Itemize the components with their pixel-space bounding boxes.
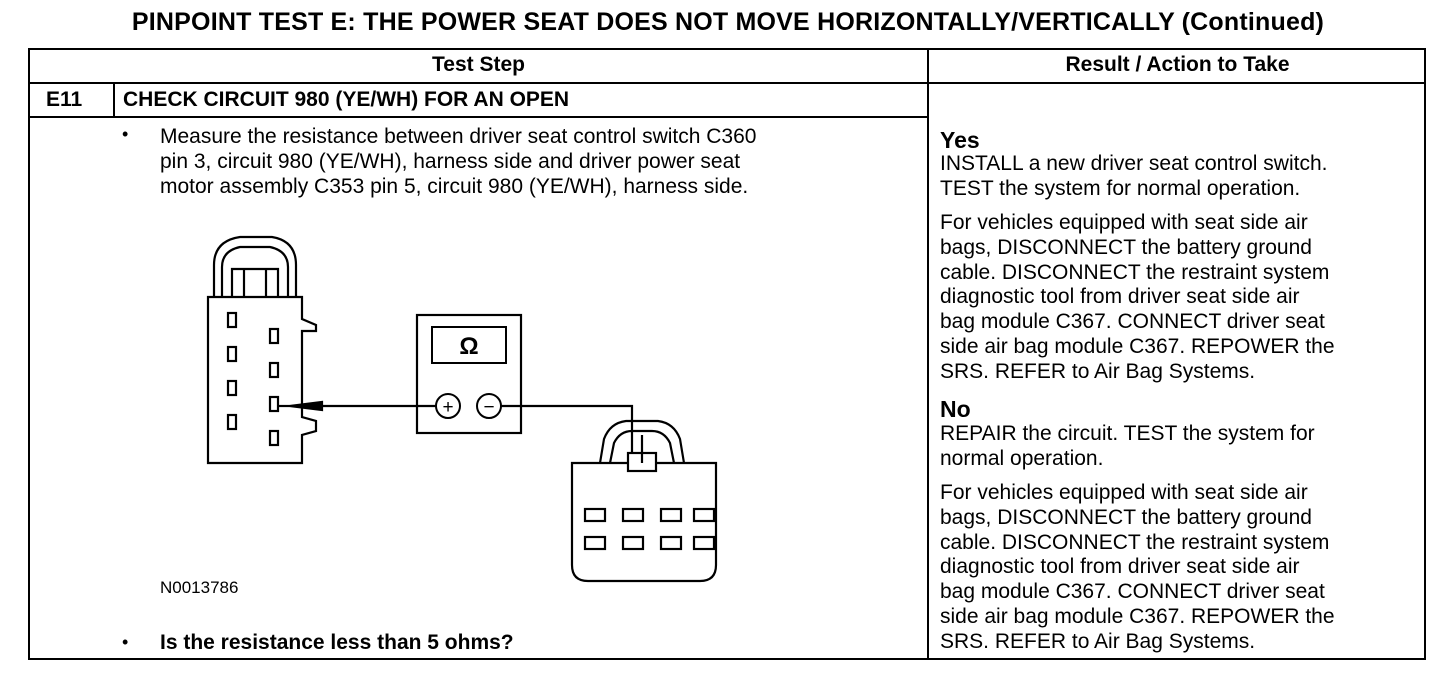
no-label: No (940, 396, 971, 422)
step-title-divider (28, 116, 928, 118)
yes-label: Yes (940, 127, 980, 153)
instruction-bullet: • (122, 124, 129, 144)
question-bullet: • (122, 632, 129, 652)
yes-note: For vehicles equipped with seat side air bags, DISCONNECT the battery ground cable. DISCONNECT the restraint system diagnostic tool from driver seat side air bag module C367. CONNECT driver seat side air bag module C367. REPOWER the SRS. REFER to Air Bag Systems. (940, 211, 1335, 383)
switch-connector-c360 (208, 237, 316, 463)
no-note: For vehicles equipped with seat side air bags, DISCONNECT the battery ground cable. DISCONNECT the restraint system diagnostic tool from driver seat side air bag module C367. CONNECT driver seat side air bag module C367. REPOWER the SRS. REFER to Air Bag Systems. (940, 481, 1335, 653)
step-question: Is the resistance less than 5 ohms? (160, 631, 514, 654)
step-title: CHECK CIRCUIT 980 (YE/WH) FOR AN OPEN (123, 88, 570, 111)
header-divider (28, 82, 1426, 84)
page-title: PINPOINT TEST E: THE POWER SEAT DOES NOT MOVE HORIZONTALLY/VERTICALLY (Continued) (131, 8, 1325, 36)
step-id: E11 (46, 88, 83, 111)
motor-connector-c353 (572, 421, 716, 581)
figure-id: N0013786 (160, 578, 239, 597)
ohmmeter (417, 315, 521, 433)
measurement-diagram (180, 225, 740, 615)
yes-action: INSTALL a new driver seat control switch. TEST the system for normal operation. (940, 152, 1328, 200)
step-instruction: Measure the resistance between driver seat control switch C360 pin 3, circuit 980 (YE/WH), harness side and driver power seat motor assembly C353 pin 5, circuit 980 (YE/WH), harness side. (160, 125, 757, 198)
test-step-header: Test Step (432, 53, 525, 76)
ohm-symbol: Ω (459, 333, 479, 360)
negative-terminal-symbol: − (483, 397, 495, 418)
column-divider (927, 48, 929, 660)
step-id-divider (113, 82, 115, 118)
positive-terminal-symbol: + (442, 397, 454, 418)
result-header: Result / Action to Take (1065, 53, 1290, 76)
no-action: REPAIR the circuit. TEST the system for normal operation. (940, 422, 1315, 470)
